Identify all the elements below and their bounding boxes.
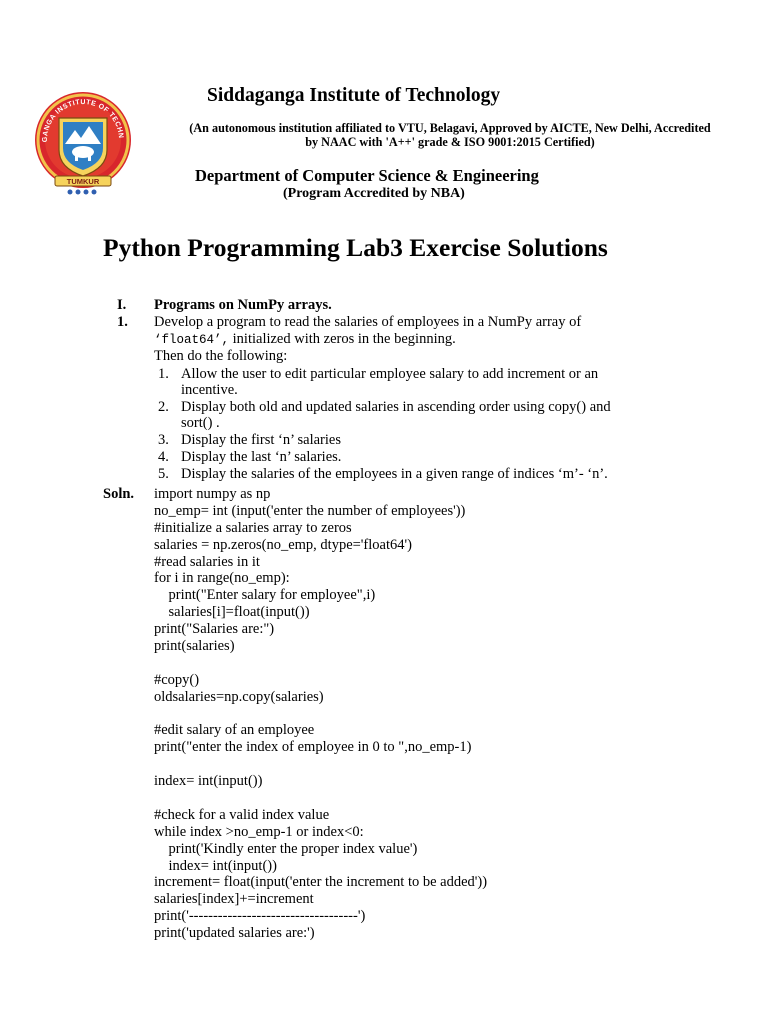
accreditation-line-2: by NAAC with 'A++' grade & ISO 9001:2015 Certified) (305, 135, 595, 149)
svg-text:TUMKUR: TUMKUR (66, 177, 100, 186)
task-text-continued: incentive. (181, 382, 238, 398)
code-line: oldsalaries=np.copy(salaries) (154, 688, 324, 705)
code-line: while index >no_emp-1 or index<0: (154, 823, 364, 840)
code-line: for i in range(no_emp): (154, 570, 290, 587)
task-number: 3. (158, 432, 169, 448)
task-number: 2. (158, 399, 169, 415)
institution-logo (33, 88, 133, 198)
department-name: Department of Computer Science & Engineering (195, 166, 539, 185)
program-accreditation: (Program Accredited by NBA) (283, 186, 465, 201)
task-text: Display the salaries of the employees in a given range of indices ‘m’- ‘n’. (181, 466, 608, 482)
question-line-2 (154, 331, 456, 348)
code-line: salaries[index]+=increment (154, 891, 314, 908)
task-text: Allow the user to edit particular employee salary to add increment or an (181, 366, 599, 382)
task-number: 1. (158, 366, 169, 382)
task-number: 5. (158, 466, 169, 482)
task-text: Display both old and updated salaries in ascending order using copy() and (181, 399, 611, 415)
svg-text:SIDDAGANGA INSTITUTE OF TECHNO: GANGA INSTITUTE OF TECHN (41, 98, 125, 143)
code-line: print("enter the index of employee in 0 to ",no_emp-1) (154, 739, 472, 756)
code-line: increment= float(input('enter the increment to be added')) (154, 874, 488, 891)
solution-code (154, 486, 487, 942)
code-line (154, 790, 487, 807)
question-marker: 1. (117, 314, 128, 330)
accreditation-line-1: (An autonomous institution affiliated to VTU, Belagavi, Approved by AICTE, New Delhi, Accredited (189, 121, 711, 135)
code-line: print("Salaries are:") (154, 621, 275, 638)
dtype-code: ‘float64’, (154, 333, 230, 347)
code-line: print(salaries) (154, 638, 235, 655)
institution-name: Siddaganga Institute of Technology (207, 85, 501, 106)
code-line: #read salaries in it (154, 553, 260, 570)
question-line-3: Then do the following: (154, 348, 288, 364)
question-line-1: Develop a program to read the salaries of employees in a NumPy array of (154, 314, 582, 330)
institution-seal-icon (33, 88, 133, 198)
section-heading: Programs on NumPy arrays. (154, 297, 332, 313)
task-text: Display the last ‘n’ salaries. (181, 449, 342, 465)
code-line: #edit salary of an employee (154, 722, 315, 739)
code-line: salaries[i]=float(input()) (154, 604, 310, 621)
section-marker: I. (117, 297, 127, 313)
task-text: Display the first ‘n’ salaries (181, 432, 341, 448)
code-line: print('Kindly enter the proper index value') (154, 840, 418, 857)
code-line (154, 756, 487, 773)
code-line: index= int(input()) (154, 857, 277, 874)
document-title: Python Programming Lab3 Exercise Solutions (103, 233, 608, 262)
code-line: no_emp= int (input('enter the number of employees')) (154, 502, 466, 519)
code-line: print('updated salaries are:') (154, 925, 315, 942)
question-line-2-text: initialized with zeros in the beginning. (229, 331, 456, 347)
task-text-continued: sort() . (181, 415, 220, 431)
code-line: index= int(input()) (154, 773, 263, 790)
code-line: #initialize a salaries array to zeros (154, 519, 352, 536)
code-line: import numpy as np (154, 486, 271, 502)
code-line: #copy() (154, 671, 200, 688)
task-number: 4. (158, 449, 169, 465)
code-line: salaries = np.zeros(no_emp, dtype='float64') (154, 536, 412, 553)
code-line: #check for a valid index value (154, 806, 330, 823)
solution-label: Soln. (103, 486, 135, 502)
code-line: print('-----------------------------------') (154, 908, 366, 925)
code-line (154, 655, 487, 672)
code-line (154, 706, 487, 723)
code-line: print("Enter salary for employee",i) (154, 587, 376, 604)
institution-accreditation-note (150, 121, 750, 149)
